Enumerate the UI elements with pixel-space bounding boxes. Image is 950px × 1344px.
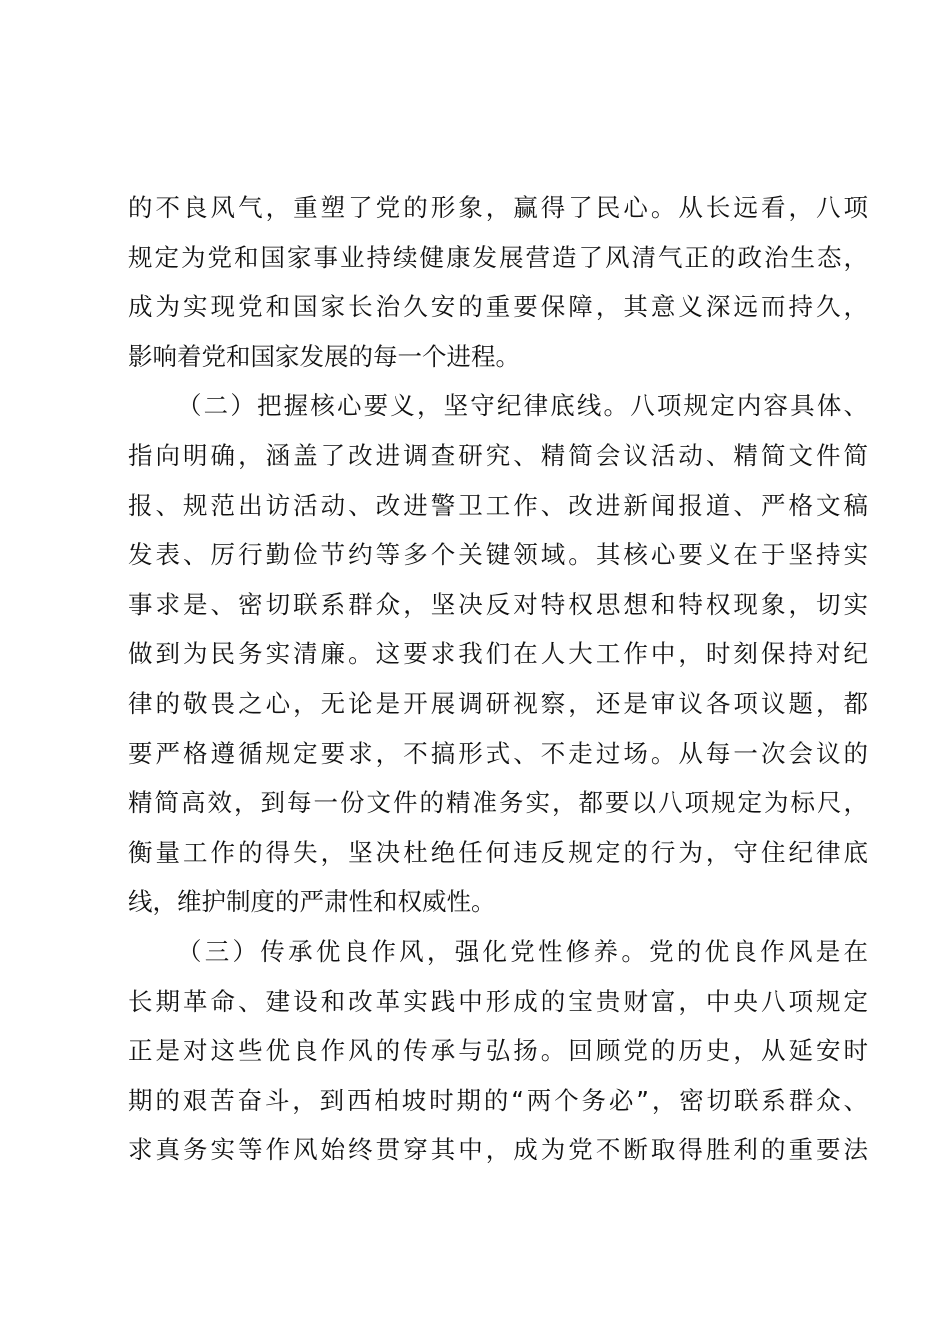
paragraph (128, 381, 868, 927)
paragraph (128, 183, 868, 381)
text-line: 期的艰苦奋斗，到西柏坡时期的“两个务必”，密切联系群众、 (128, 1085, 868, 1115)
text-line: 指向明确，涵盖了改进调查研究、精简会议活动、精简文件简 (128, 440, 868, 470)
text-line: 要严格遵循规定要求，不搞形式、不走过场。从每一次会议的 (128, 738, 868, 768)
paragraph-heading-line: （二）把握核心要义，坚守纪律底线。八项规定内容具体、 (177, 391, 868, 421)
paragraph-heading-line: （三）传承优良作风，强化党性修养。党的优良作风是在 (177, 936, 868, 966)
text-line: 衡量工作的得失，坚决杜绝任何违反规定的行为，守住纪律底 (128, 837, 868, 867)
text-line: 报、规范出访活动、改进警卫工作、改进新闻报道、严格文稿 (128, 490, 868, 520)
text-line: 线，维护制度的严肃性和权威性。 (128, 887, 496, 917)
text-line: 事求是、密切联系群众，坚决反对特权思想和特权现象，切实 (128, 589, 868, 619)
paragraph (128, 927, 868, 1175)
text-line: 正是对这些优良作风的传承与弘扬。回顾党的历史，从延安时 (128, 1036, 868, 1066)
text-line: 长期革命、建设和改革实践中形成的宝贵财富，中央八项规定 (128, 986, 868, 1016)
text-line: 成为实现党和国家长治久安的重要保障，其意义深远而持久， (128, 292, 868, 322)
text-line: 发表、厉行勤俭节约等多个关键领域。其核心要义在于坚持实 (128, 540, 868, 570)
text-line: 影响着党和国家发展的每一个进程。 (128, 341, 520, 371)
text-line: 规定为党和国家事业持续健康发展营造了风清气正的政治生态， (128, 242, 868, 272)
text-line: 做到为民务实清廉。这要求我们在人大工作中，时刻保持对纪 (128, 639, 868, 669)
text-line: 的不良风气，重塑了党的形象，赢得了民心。从长远看，八项 (128, 193, 868, 222)
text-line: 律的敬畏之心，无论是开展调研视察，还是审议各项议题，都 (128, 688, 868, 718)
text-line: 求真务实等作风始终贯穿其中，成为党不断取得胜利的重要法 (128, 1135, 868, 1165)
body-text (128, 183, 868, 1175)
text-line: 精简高效，到每一份文件的精准务实，都要以八项规定为标尺， (128, 788, 868, 818)
